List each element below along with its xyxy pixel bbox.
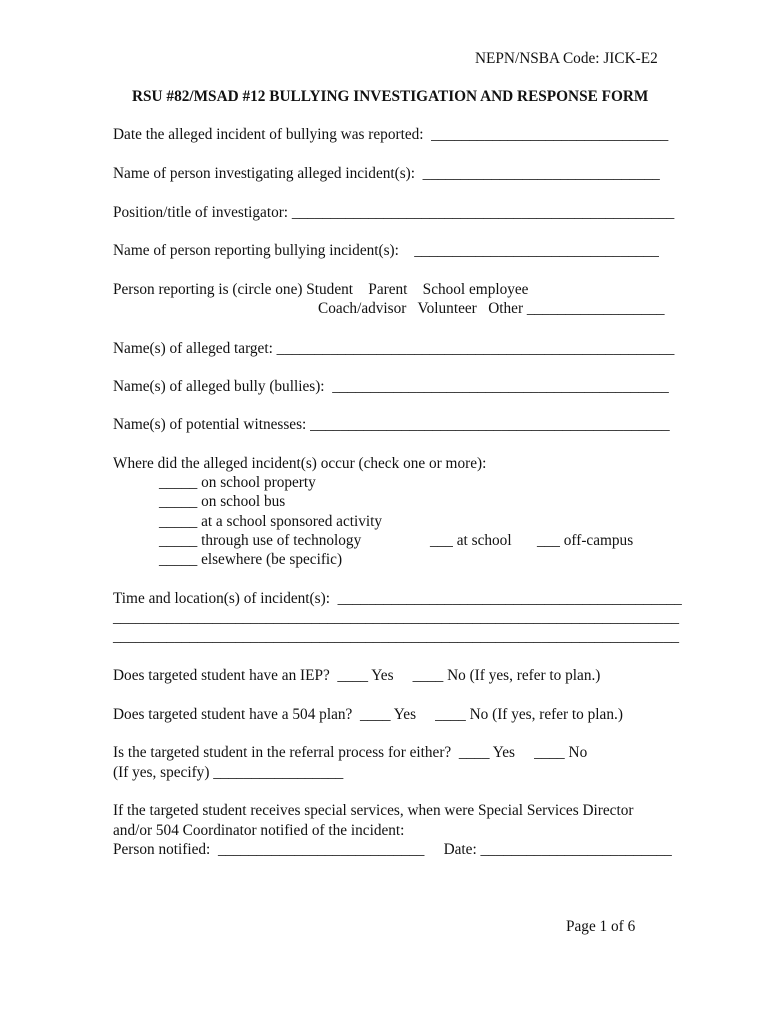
referral-specify-field: (If yes, specify) _________________ [113, 764, 344, 781]
plan-504-question: Does targeted student have a 504 plan? ____ Yes ____ No (If yes, refer to plan.) [113, 706, 623, 723]
form-title: RSU #82/MSAD #12 BULLYING INVESTIGATION AND RESPONSE FORM [132, 88, 649, 105]
technology-off-campus: ___ off-campus [537, 532, 634, 549]
special-services-line-2: and/or 504 Coordinator notified of the incident: [113, 822, 405, 839]
referral-question: Is the targeted student in the referral process for either? ____ Yes ____ No [113, 744, 588, 761]
reporter-type-line-1: Person reporting is (circle one) Student Parent School employee [113, 281, 529, 298]
alleged-target-field: Name(s) of alleged target: ____________________________________________________ [113, 340, 675, 357]
iep-question: Does targeted student have an IEP? ____ Yes ____ No (If yes, refer to plan.) [113, 667, 601, 684]
location-option-sponsored-activity: _____ at a school sponsored activity [159, 513, 383, 530]
location-question: Where did the alleged incident(s) occur (check one or more): [113, 455, 487, 472]
person-notified-field: Person notified: ___________________________ Date: _________________________ [113, 841, 672, 858]
investigator-name-field: Name of person investigating alleged incident(s): _______________________________ [113, 165, 660, 182]
policy-code: NEPN/NSBA Code: JICK-E2 [475, 50, 658, 67]
alleged-bully-field: Name(s) of alleged bully (bullies): ____________________________________________ [113, 378, 669, 395]
witnesses-field: Name(s) of potential witnesses: _______________________________________________ [113, 416, 670, 433]
date-reported-field: Date the alleged incident of bullying was reported: _______________________________ [113, 126, 669, 143]
reporter-name-field: Name of person reporting bullying incident(s): ________________________________ [113, 242, 659, 259]
time-location-line-3: __________________________________________________________________________ [113, 628, 679, 645]
technology-at-school: ___ at school [430, 532, 512, 549]
investigator-title-field: Position/title of investigator: __________________________________________________ [113, 204, 675, 221]
page-number: Page 1 of 6 [566, 918, 636, 935]
reporter-type-line-2: Coach/advisor Volunteer Other __________________ [318, 300, 665, 317]
time-location-line-2: __________________________________________________________________________ [113, 609, 679, 626]
location-option-elsewhere: _____ elsewhere (be specific) [159, 551, 343, 568]
location-option-technology: _____ through use of technology [159, 532, 362, 549]
location-option-school-property: _____ on school property [159, 474, 316, 491]
special-services-line-1: If the targeted student receives special services, when were Special Services Director [113, 802, 634, 819]
time-location-field: Time and location(s) of incident(s): _____________________________________________ [113, 590, 682, 607]
location-option-school-bus: _____ on school bus [159, 493, 286, 510]
